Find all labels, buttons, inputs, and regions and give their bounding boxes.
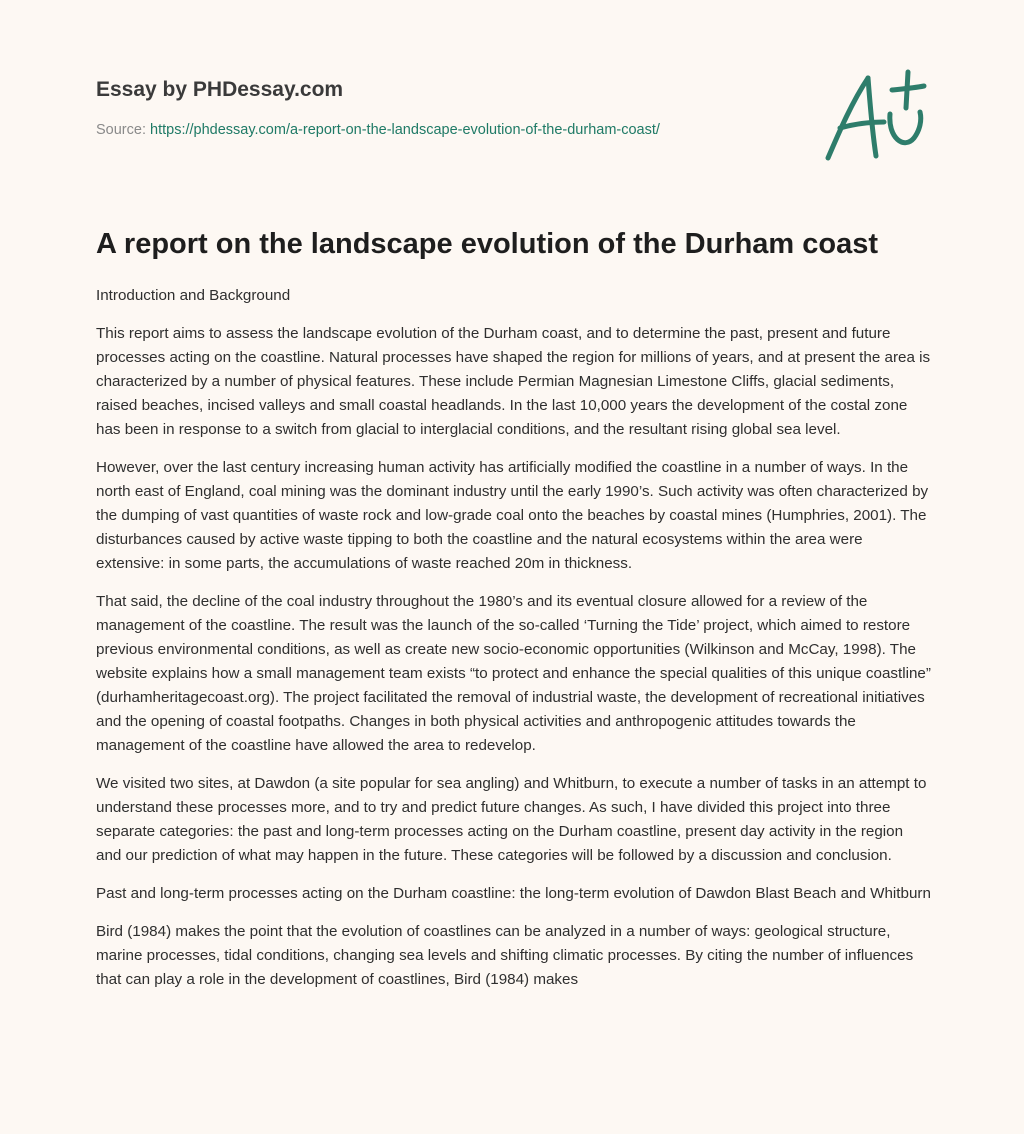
essay-title: A report on the landscape evolution of the Durham coast [96,228,879,260]
section-heading-introduction: Introduction and Background [96,287,291,304]
paragraph: However, over the last century increasing human activity has artificially modified the coastline in a number of ways. In the north east of England, coal mining was the dominant industry until the early 1990’s. Such activity was often characterized by the dumping of vast quantities of waste rock and low-grade coal onto the beaches by coastal mines (Humphries, 2001). The disturbances caused by active waste tipping to both the coastline and the natural ecosystems within the area were extensive: in some parts, the accumulations of waste reached 20m in thickness. [96,459,929,572]
source-link[interactable]: https://phdessay.com/a-report-on-the-landscape-evolution-of-the-durham-coast/ [150,122,660,138]
section-heading-past-processes: Past and long-term processes acting on the Durham coastline: the long-term evolution of Dawdon Blast Beach and Whitburn [96,885,931,902]
paragraph: We visited two sites, at Dawdon (a site popular for sea angling) and Whitburn, to execute a number of tasks in an attempt to understand these processes more, and to try and predict future changes. As such, I have divided this project into three separate categories: the past and long-term processes acting on the Durham coastline, present day activity in the region and our prediction of what may happen in the future. These categories will be followed by a discussion and conclusion. [96,775,927,864]
source-line [96,120,796,140]
a-plus-logo-icon [818,64,930,168]
source-label: Source: [96,122,146,138]
paragraph: This report aims to assess the landscape evolution of the Durham coast, and to determine the past, present and future processes acting on the coastline. Natural processes have shaped the region for millions of years, and at present the area is characterized by a number of physical features. These include Permian Magnesian Limestone Cliffs, glacial sediments, raised beaches, incised valleys and small coastal headlands. In the last 10,000 years the development of the costal zone has been in response to a switch from glacial to interglacial conditions, and the resultant rising global sea level. [96,325,931,438]
page-header [96,76,796,140]
paragraph: That said, the decline of the coal industry throughout the 1980’s and its eventual closure allowed for a review of the management of the coastline. The result was the launch of the so-called ‘Turning the Tide’ project, which aimed to restore previous environmental conditions, as well as create new socio-economic opportunities (Wilkinson and McCay, 1998). The website explains how a small management team exists “to protect and enhance the special qualities of this unique coastline” (durhamheritagecoast.org). The project facilitated the removal of industrial waste, the development of recreational initiatives and the opening of coastal footpaths. Changes in both physical activities and anthropogenic attitudes towards the management of the coastline have allowed the area to redevelop. [96,593,931,754]
site-brand: Essay by PHDessay.com [96,78,344,101]
paragraph: Bird (1984) makes the point that the evolution of coastlines can be analyzed in a number of ways: geological structure, marine processes, tidal conditions, changing sea levels and shifting climatic processes. By citing the number of influences that can play a role in the development of coastlines, Bird (1984) makes [96,923,914,988]
essay-body [96,284,932,1006]
